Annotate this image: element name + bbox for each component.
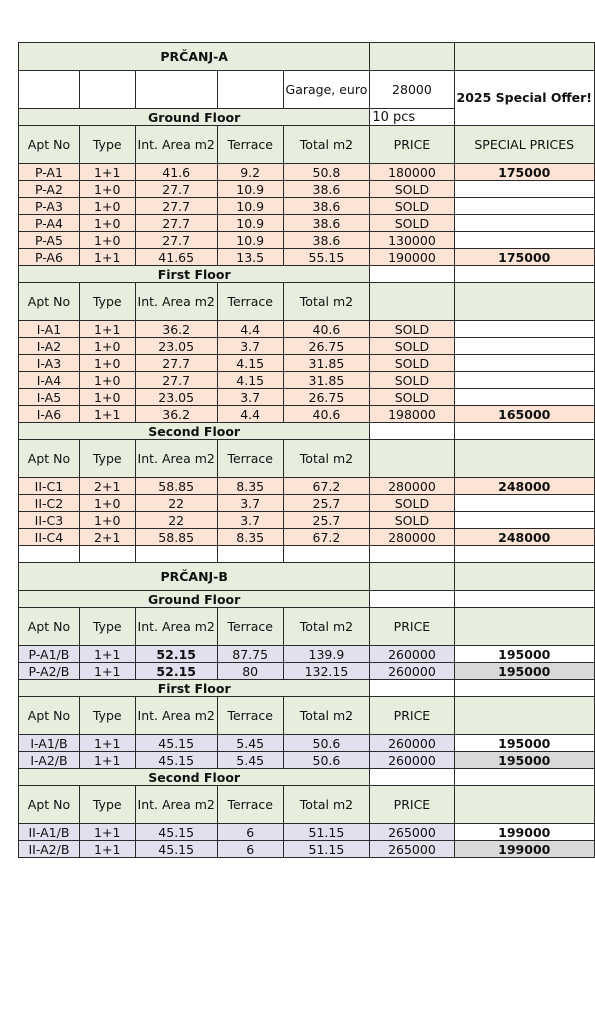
special-price xyxy=(454,372,594,389)
price: SOLD xyxy=(370,215,454,232)
floor-title: First Floor xyxy=(19,680,370,697)
apartment-row xyxy=(19,355,595,372)
header-total-m2: Total m2 xyxy=(283,126,370,164)
special-price xyxy=(454,198,594,215)
apt-type: 1+1 xyxy=(79,841,135,858)
header-terrace: Terrace xyxy=(217,697,283,735)
empty-cell xyxy=(135,546,217,563)
int-area: 52.15 xyxy=(135,646,217,663)
header-empty xyxy=(454,440,594,478)
empty-cell xyxy=(454,546,594,563)
empty-cell xyxy=(370,266,454,283)
total-m2: 25.7 xyxy=(283,495,370,512)
total-m2: 50.6 xyxy=(283,752,370,769)
apt-type: 1+0 xyxy=(79,372,135,389)
total-m2: 38.6 xyxy=(283,198,370,215)
price: 280000 xyxy=(370,478,454,495)
header-row-b-first xyxy=(19,697,595,735)
apartment-row xyxy=(19,529,595,546)
apartment-row xyxy=(19,198,595,215)
empty-cell xyxy=(217,546,283,563)
header-empty xyxy=(454,608,594,646)
empty-cell xyxy=(19,546,80,563)
total-m2: 50.8 xyxy=(283,164,370,181)
total-m2: 51.15 xyxy=(283,841,370,858)
price: SOLD xyxy=(370,372,454,389)
header-int-area: Int. Area m2 xyxy=(135,126,217,164)
total-m2: 40.6 xyxy=(283,321,370,338)
special-price: 248000 xyxy=(454,478,594,495)
floor-row-b-ground xyxy=(19,591,595,608)
apt-no: II-C2 xyxy=(19,495,80,512)
terrace: 8.35 xyxy=(217,478,283,495)
total-m2: 40.6 xyxy=(283,406,370,423)
terrace: 13.5 xyxy=(217,249,283,266)
terrace: 3.7 xyxy=(217,389,283,406)
apt-type: 1+1 xyxy=(79,321,135,338)
special-price: 195000 xyxy=(454,663,594,680)
empty-cell xyxy=(454,769,594,786)
header-type: Type xyxy=(79,283,135,321)
total-m2: 26.75 xyxy=(283,338,370,355)
price: 198000 xyxy=(370,406,454,423)
apartment-row xyxy=(19,181,595,198)
spacer-row xyxy=(19,546,595,563)
apt-no: P-A5 xyxy=(19,232,80,249)
header-int-area: Int. Area m2 xyxy=(135,786,217,824)
apt-no: P-A6 xyxy=(19,249,80,266)
apt-type: 1+1 xyxy=(79,249,135,266)
floor-title: Ground Floor xyxy=(19,109,370,126)
terrace: 10.9 xyxy=(217,215,283,232)
apartment-row xyxy=(19,232,595,249)
total-m2: 50.6 xyxy=(283,735,370,752)
header-empty xyxy=(370,283,454,321)
apt-type: 1+0 xyxy=(79,338,135,355)
special-price xyxy=(454,232,594,249)
int-area: 27.7 xyxy=(135,372,217,389)
apt-no: I-A1 xyxy=(19,321,80,338)
apt-no: P-A1 xyxy=(19,164,80,181)
int-area: 58.85 xyxy=(135,478,217,495)
terrace: 87.75 xyxy=(217,646,283,663)
terrace: 6 xyxy=(217,841,283,858)
special-offer-banner: 2025 Special Offer! xyxy=(454,71,594,126)
apt-no: I-A1/B xyxy=(19,735,80,752)
header-terrace: Terrace xyxy=(217,283,283,321)
price: SOLD xyxy=(370,389,454,406)
apartment-row xyxy=(19,249,595,266)
apt-no: I-A6 xyxy=(19,406,80,423)
special-price: 175000 xyxy=(454,249,594,266)
apartment-row xyxy=(19,215,595,232)
empty-cell xyxy=(79,546,135,563)
apt-type: 1+1 xyxy=(79,663,135,680)
int-area: 41.6 xyxy=(135,164,217,181)
apartment-row xyxy=(19,824,595,841)
header-row-a-ground xyxy=(19,126,595,164)
apt-type: 1+0 xyxy=(79,495,135,512)
special-price: 199000 xyxy=(454,824,594,841)
apartment-row xyxy=(19,164,595,181)
apt-no: I-A2/B xyxy=(19,752,80,769)
int-area: 27.7 xyxy=(135,181,217,198)
apt-no: II-C4 xyxy=(19,529,80,546)
total-m2: 38.6 xyxy=(283,181,370,198)
int-area: 27.7 xyxy=(135,232,217,249)
apartment-row xyxy=(19,752,595,769)
price: 180000 xyxy=(370,164,454,181)
apt-type: 1+0 xyxy=(79,355,135,372)
total-m2: 25.7 xyxy=(283,512,370,529)
header-price: PRICE xyxy=(370,126,454,164)
header-type: Type xyxy=(79,126,135,164)
special-price: 165000 xyxy=(454,406,594,423)
header-total-m2: Total m2 xyxy=(283,697,370,735)
int-area: 23.05 xyxy=(135,389,217,406)
terrace: 10.9 xyxy=(217,232,283,249)
total-m2: 31.85 xyxy=(283,372,370,389)
header-empty xyxy=(370,440,454,478)
garage-price: 28000 xyxy=(370,71,454,109)
price: SOLD xyxy=(370,512,454,529)
header-type: Type xyxy=(79,608,135,646)
special-price xyxy=(454,512,594,529)
price: 260000 xyxy=(370,735,454,752)
apt-type: 1+1 xyxy=(79,824,135,841)
header-empty xyxy=(454,786,594,824)
special-price: 199000 xyxy=(454,841,594,858)
terrace: 4.15 xyxy=(217,372,283,389)
header-type: Type xyxy=(79,697,135,735)
header-row-a-second xyxy=(19,440,595,478)
apt-type: 1+1 xyxy=(79,406,135,423)
empty-cell xyxy=(370,423,454,440)
terrace: 3.7 xyxy=(217,512,283,529)
int-area: 45.15 xyxy=(135,752,217,769)
floor-title: Second Floor xyxy=(19,769,370,786)
apartment-row xyxy=(19,372,595,389)
terrace: 10.9 xyxy=(217,198,283,215)
header-int-area: Int. Area m2 xyxy=(135,697,217,735)
int-area: 45.15 xyxy=(135,824,217,841)
total-m2: 51.15 xyxy=(283,824,370,841)
terrace: 5.45 xyxy=(217,735,283,752)
terrace: 3.7 xyxy=(217,338,283,355)
garage-row xyxy=(19,71,595,109)
header-row-b-ground xyxy=(19,608,595,646)
price: 190000 xyxy=(370,249,454,266)
int-area: 22 xyxy=(135,512,217,529)
apt-type: 1+0 xyxy=(79,389,135,406)
price: SOLD xyxy=(370,338,454,355)
apt-no: II-C1 xyxy=(19,478,80,495)
int-area: 36.2 xyxy=(135,406,217,423)
apt-no: I-A3 xyxy=(19,355,80,372)
building-title-b: PRČANJ-B xyxy=(19,563,370,591)
title-row-b xyxy=(19,563,595,591)
total-m2: 139.9 xyxy=(283,646,370,663)
apt-no: I-A5 xyxy=(19,389,80,406)
special-price: 175000 xyxy=(454,164,594,181)
int-area: 27.7 xyxy=(135,198,217,215)
apartment-row xyxy=(19,406,595,423)
special-price: 248000 xyxy=(454,529,594,546)
apt-type: 2+1 xyxy=(79,529,135,546)
apt-type: 1+0 xyxy=(79,181,135,198)
header-row-b-second xyxy=(19,786,595,824)
apt-type: 1+1 xyxy=(79,752,135,769)
terrace: 80 xyxy=(217,663,283,680)
price-table xyxy=(18,42,595,858)
special-price xyxy=(454,338,594,355)
price: 130000 xyxy=(370,232,454,249)
apt-no: I-A2 xyxy=(19,338,80,355)
price-table-body xyxy=(19,43,595,858)
int-area: 45.15 xyxy=(135,841,217,858)
terrace: 5.45 xyxy=(217,752,283,769)
terrace: 9.2 xyxy=(217,164,283,181)
empty-cell xyxy=(454,266,594,283)
garage-label: Garage, euro xyxy=(283,71,370,109)
header-empty xyxy=(454,697,594,735)
header-type: Type xyxy=(79,440,135,478)
apartment-row xyxy=(19,338,595,355)
int-area: 36.2 xyxy=(135,321,217,338)
special-price xyxy=(454,389,594,406)
header-terrace: Terrace xyxy=(217,126,283,164)
header-empty xyxy=(454,283,594,321)
floor-title: Ground Floor xyxy=(19,591,370,608)
apt-no: I-A4 xyxy=(19,372,80,389)
header-total-m2: Total m2 xyxy=(283,786,370,824)
header-price: PRICE xyxy=(370,608,454,646)
floor-row-b-second xyxy=(19,769,595,786)
apartment-row xyxy=(19,321,595,338)
header-price: PRICE xyxy=(370,786,454,824)
floor-title: Second Floor xyxy=(19,423,370,440)
terrace: 6 xyxy=(217,824,283,841)
apt-no: P-A2/B xyxy=(19,663,80,680)
empty-cell xyxy=(454,591,594,608)
header-row-a-first xyxy=(19,283,595,321)
price: SOLD xyxy=(370,495,454,512)
building-title-a: PRČANJ-A xyxy=(19,43,370,71)
terrace: 4.4 xyxy=(217,321,283,338)
header-terrace: Terrace xyxy=(217,440,283,478)
apartment-row xyxy=(19,663,595,680)
apartment-row xyxy=(19,841,595,858)
floor-row-a-second xyxy=(19,423,595,440)
garage-count: 10 pcs xyxy=(370,109,454,126)
empty-cell xyxy=(454,680,594,697)
header-total-m2: Total m2 xyxy=(283,440,370,478)
price: SOLD xyxy=(370,198,454,215)
price: SOLD xyxy=(370,355,454,372)
floor-row-a-first xyxy=(19,266,595,283)
empty-cell xyxy=(370,769,454,786)
int-area: 41.65 xyxy=(135,249,217,266)
price: 280000 xyxy=(370,529,454,546)
apt-no: II-C3 xyxy=(19,512,80,529)
special-price: 195000 xyxy=(454,752,594,769)
title-row-a xyxy=(19,43,595,71)
apartment-row xyxy=(19,495,595,512)
total-m2: 67.2 xyxy=(283,529,370,546)
total-m2: 55.15 xyxy=(283,249,370,266)
special-price: 195000 xyxy=(454,646,594,663)
terrace: 10.9 xyxy=(217,181,283,198)
int-area: 58.85 xyxy=(135,529,217,546)
price: 260000 xyxy=(370,646,454,663)
empty-cell xyxy=(370,591,454,608)
header-apt-no: Apt No xyxy=(19,440,80,478)
int-area: 45.15 xyxy=(135,735,217,752)
apt-type: 1+0 xyxy=(79,512,135,529)
apartment-row xyxy=(19,646,595,663)
price: SOLD xyxy=(370,321,454,338)
apt-no: P-A1/B xyxy=(19,646,80,663)
apt-type: 1+1 xyxy=(79,735,135,752)
header-price: PRICE xyxy=(370,697,454,735)
empty-cell xyxy=(370,680,454,697)
header-total-m2: Total m2 xyxy=(283,283,370,321)
apt-type: 2+1 xyxy=(79,478,135,495)
special-price xyxy=(454,495,594,512)
int-area: 22 xyxy=(135,495,217,512)
floor-row-b-first xyxy=(19,680,595,697)
apartment-row xyxy=(19,735,595,752)
header-type: Type xyxy=(79,786,135,824)
price: 265000 xyxy=(370,841,454,858)
header-apt-no: Apt No xyxy=(19,786,80,824)
header-apt-no: Apt No xyxy=(19,697,80,735)
total-m2: 31.85 xyxy=(283,355,370,372)
special-price xyxy=(454,355,594,372)
apt-no: P-A4 xyxy=(19,215,80,232)
special-price xyxy=(454,181,594,198)
empty-cell xyxy=(370,563,454,591)
total-m2: 67.2 xyxy=(283,478,370,495)
total-m2: 26.75 xyxy=(283,389,370,406)
apt-no: P-A3 xyxy=(19,198,80,215)
special-price xyxy=(454,215,594,232)
empty-cell xyxy=(454,423,594,440)
apartment-row xyxy=(19,478,595,495)
header-apt-no: Apt No xyxy=(19,126,80,164)
header-apt-no: Apt No xyxy=(19,283,80,321)
total-m2: 38.6 xyxy=(283,232,370,249)
header-apt-no: Apt No xyxy=(19,608,80,646)
terrace: 8.35 xyxy=(217,529,283,546)
header-int-area: Int. Area m2 xyxy=(135,608,217,646)
header-int-area: Int. Area m2 xyxy=(135,283,217,321)
apt-type: 1+0 xyxy=(79,215,135,232)
header-special-prices: SPECIAL PRICES xyxy=(454,126,594,164)
int-area: 27.7 xyxy=(135,355,217,372)
floor-title: First Floor xyxy=(19,266,370,283)
int-area: 23.05 xyxy=(135,338,217,355)
special-price xyxy=(454,321,594,338)
special-price: 195000 xyxy=(454,735,594,752)
header-int-area: Int. Area m2 xyxy=(135,440,217,478)
price: 260000 xyxy=(370,752,454,769)
int-area: 27.7 xyxy=(135,215,217,232)
empty-cell xyxy=(370,546,454,563)
apartment-row xyxy=(19,512,595,529)
apt-type: 1+1 xyxy=(79,164,135,181)
terrace: 3.7 xyxy=(217,495,283,512)
apartment-row xyxy=(19,389,595,406)
price: 265000 xyxy=(370,824,454,841)
total-m2: 132.15 xyxy=(283,663,370,680)
terrace: 4.15 xyxy=(217,355,283,372)
empty-cell xyxy=(454,563,594,591)
empty-cell xyxy=(283,546,370,563)
header-terrace: Terrace xyxy=(217,786,283,824)
price: 260000 xyxy=(370,663,454,680)
int-area: 52.15 xyxy=(135,663,217,680)
apt-type: 1+1 xyxy=(79,646,135,663)
terrace: 4.4 xyxy=(217,406,283,423)
header-terrace: Terrace xyxy=(217,608,283,646)
header-total-m2: Total m2 xyxy=(283,608,370,646)
apt-no: P-A2 xyxy=(19,181,80,198)
apt-no: II-A2/B xyxy=(19,841,80,858)
price: SOLD xyxy=(370,181,454,198)
total-m2: 38.6 xyxy=(283,215,370,232)
apt-type: 1+0 xyxy=(79,198,135,215)
apt-no: II-A1/B xyxy=(19,824,80,841)
apt-type: 1+0 xyxy=(79,232,135,249)
